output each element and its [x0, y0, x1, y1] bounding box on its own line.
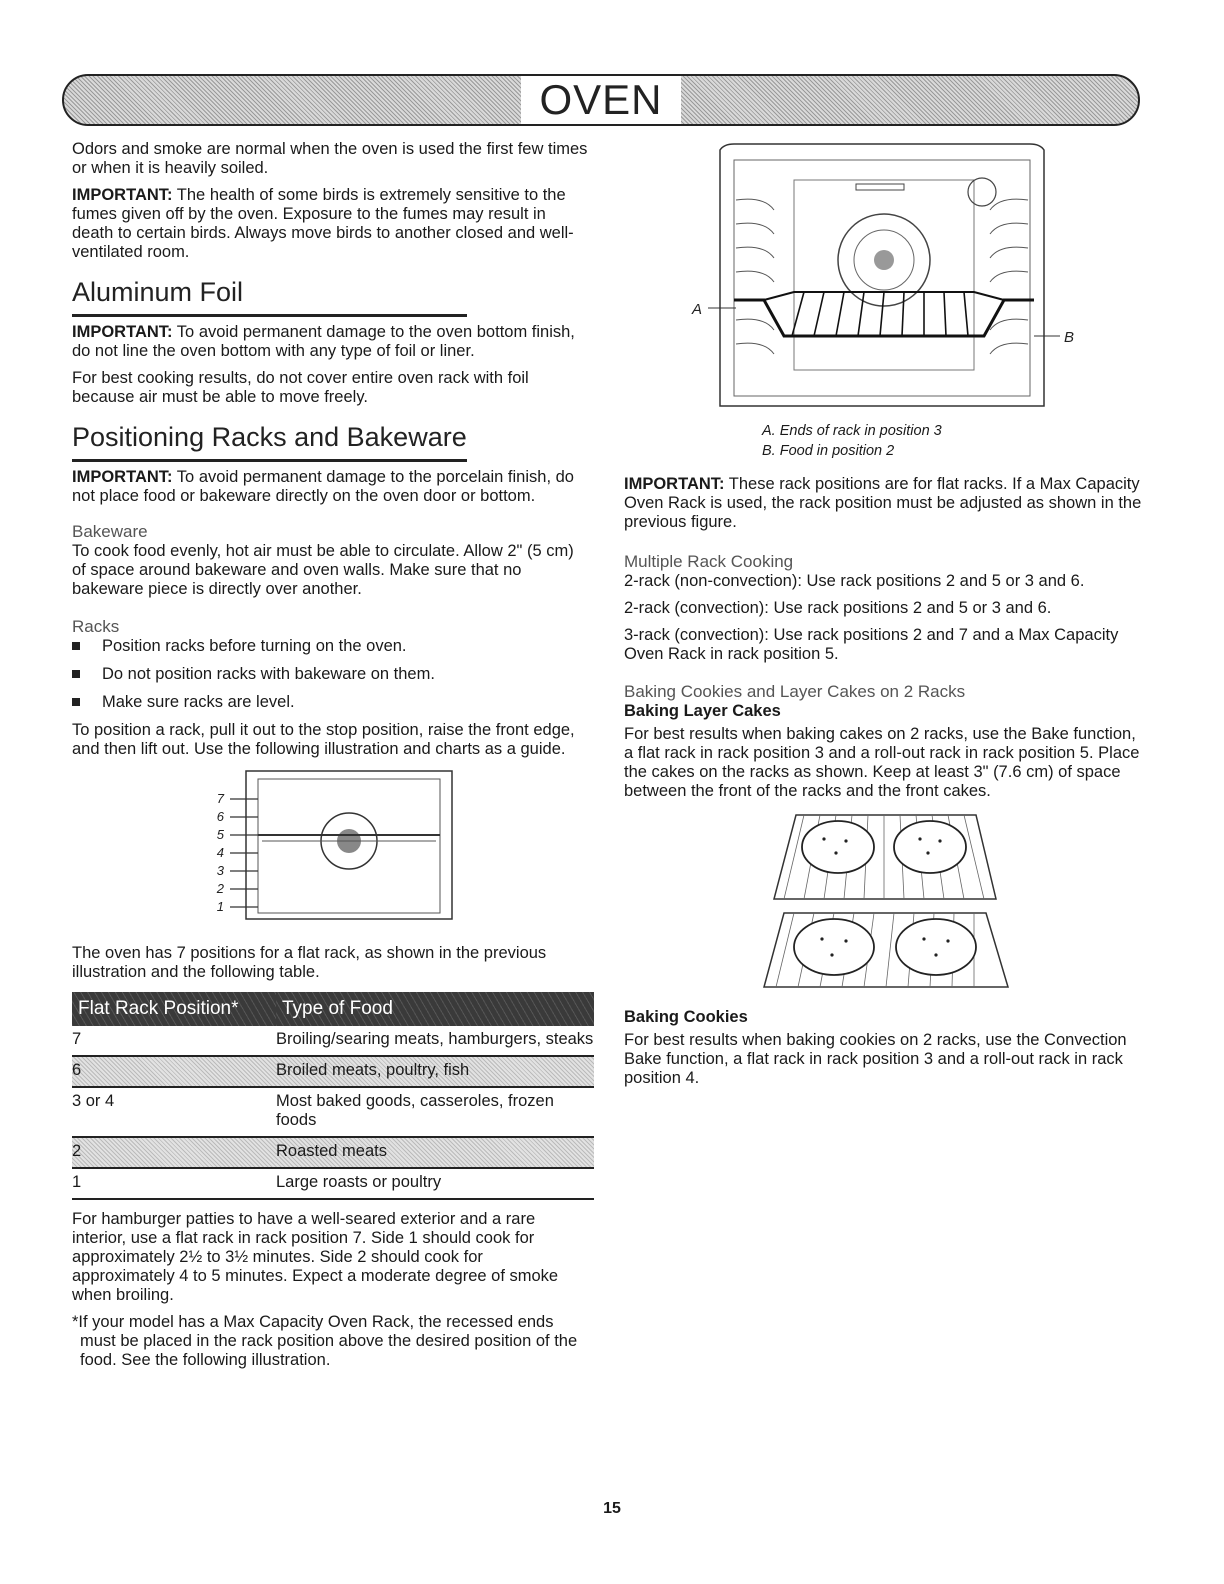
baking-cookies-paragraph: For best results when baking cookies on 2 racks, use the Convection Bake function, a flat rack in rack position 3 and a roll-out rack in rack position 4. — [624, 1031, 1127, 1087]
porcelain-warning — [72, 468, 588, 506]
table-cell-position: 6 — [72, 1056, 276, 1087]
cake-racks-illustration — [624, 809, 1144, 989]
important-label: IMPORTANT: — [624, 475, 725, 493]
racks-bullet-list — [72, 637, 588, 712]
flat-racks-warning-text: These rack positions are for flat racks. If a Max Capacity Oven Rack is used, the rack position must be adjusted as shown in the previous figure. — [624, 475, 1142, 531]
table-header-row — [72, 992, 594, 1026]
foil-warning — [72, 323, 588, 361]
rack-removal-paragraph: To position a rack, pull it out to the stop position, raise the front edge, and then lift out. Use the following illustration and charts as a guide. — [72, 721, 575, 758]
table-row — [72, 1168, 594, 1199]
list-item: Make sure racks are level. — [72, 693, 588, 712]
birds-warning-text: The health of some birds is extremely sensitive to the fumes given off by the oven. Exposure to the fumes may result in death to certain birds. Always move birds to another closed and well-ventilated room. — [72, 186, 574, 261]
table-row — [72, 1087, 594, 1137]
positioning-racks-heading: Positioning Racks and Bakeware — [72, 421, 467, 462]
table-row — [72, 1026, 594, 1056]
table-cell-food: Large roasts or poultry — [276, 1168, 594, 1199]
cookies-cakes-heading: Baking Cookies and Layer Cakes on 2 Racks — [624, 682, 966, 701]
bakeware-paragraph: To cook food evenly, hot air must be able to circulate. Allow 2" (5 cm) of space around bakeware and oven walls. Make sure that no bakeware piece is directly over another. — [72, 542, 574, 598]
layer-cakes-title: Baking Layer Cakes — [624, 702, 781, 720]
foil-warning-text: To avoid permanent damage to the oven bottom finish, do not line the oven bottom with any type of foil or liner. — [72, 323, 575, 360]
table-cell-food: Broiled meats, poultry, fish — [276, 1056, 594, 1087]
rack-position-table — [72, 992, 594, 1200]
hamburger-paragraph: For hamburger patties to have a well-seared exterior and a rare interior, use a flat rack in rack position 7. Side 1 should cook for approximately 2½ to 3½ minutes. Side 2 should cook for approximately 4 to 5 minutes. Expect a moderate degree of smoke when broiling. — [72, 1210, 559, 1304]
table-row — [72, 1056, 594, 1087]
rack-position-label: 5 — [216, 827, 224, 842]
list-item: Do not position racks with bakeware on them. — [72, 665, 588, 684]
important-label: IMPORTANT: — [72, 186, 173, 204]
table-header: Flat Rack Position* — [72, 992, 276, 1026]
section-banner — [62, 74, 1140, 126]
section-title: OVEN — [521, 76, 680, 124]
rack-position-label: 3 — [216, 863, 224, 878]
bakeware-heading: Bakeware — [72, 522, 148, 541]
cake-racks-figure — [624, 809, 1144, 994]
oven-rack-positions-illustration — [72, 769, 588, 929]
right-column — [624, 140, 1144, 1096]
list-item: Position racks before turning on the oven. — [72, 637, 588, 656]
rack-positions-figure — [72, 769, 588, 934]
racks-heading: Racks — [72, 617, 120, 636]
max-capacity-rack-illustration — [624, 140, 1144, 410]
foil-paragraph: For best cooking results, do not cover entire oven rack with foil because air must be able to move freely. — [72, 369, 529, 406]
important-label: IMPORTANT: — [72, 468, 173, 486]
flat-racks-warning — [624, 475, 1144, 532]
table-cell-position: 3 or 4 — [72, 1087, 276, 1137]
left-column — [72, 140, 594, 1378]
figure-caption — [624, 421, 1144, 461]
rack-position-label: 7 — [216, 791, 224, 806]
multi-rack-line: 3-rack (convection): Use rack positions 2 and 7 and a Max Capacity Oven Rack in rack position 5. — [624, 626, 1119, 663]
footnote: *If your model has a Max Capacity Oven Rack, the recessed ends must be placed in the rack position above the desired position of the food. See the following illustration. — [72, 1313, 578, 1369]
page-number: 15 — [603, 1500, 621, 1517]
positions-paragraph: The oven has 7 positions for a flat rack, as shown in the previous illustration and the following table. — [72, 944, 547, 981]
table-cell-food: Roasted meats — [276, 1137, 594, 1168]
layer-cakes-paragraph: For best results when baking cakes on 2 racks, use the Bake function, a flat rack in rack position 3 and a roll-out rack in rack position 5. Place the cakes on the racks as shown. Keep at least 3" (7.6 cm) of space between the front of the racks and the front cakes. — [624, 725, 1140, 800]
max-capacity-rack-figure — [624, 140, 1144, 415]
figure-label-b: B — [1064, 329, 1075, 346]
table-cell-position: 2 — [72, 1137, 276, 1168]
rack-position-label: 1 — [216, 899, 224, 914]
multiple-rack-heading: Multiple Rack Cooking — [624, 552, 794, 571]
birds-warning — [72, 186, 588, 262]
important-label: IMPORTANT: — [72, 323, 173, 341]
porcelain-warning-text: To avoid permanent damage to the porcelain finish, do not place food or bakeware directly on the oven door or bottom. — [72, 468, 574, 505]
aluminum-foil-heading: Aluminum Foil — [72, 276, 467, 317]
table-header: Type of Food — [276, 992, 594, 1026]
baking-cookies-title: Baking Cookies — [624, 1008, 748, 1026]
table-cell-food: Most baked goods, casseroles, frozen foods — [276, 1087, 594, 1137]
table-cell-position: 7 — [72, 1026, 276, 1056]
rack-position-label: 2 — [216, 881, 224, 896]
table-cell-food: Broiling/searing meats, hamburgers, steaks — [276, 1026, 594, 1056]
table-cell-position: 1 — [72, 1168, 276, 1199]
multi-rack-line: 2-rack (non-convection): Use rack positions 2 and 5 or 3 and 6. — [624, 572, 1085, 590]
table-row — [72, 1137, 594, 1168]
caption-line: B. Food in position 2 — [762, 443, 895, 459]
rack-position-label: 6 — [216, 809, 224, 824]
intro-paragraph: Odors and smoke are normal when the oven is used the first few times or when it is heavily soiled. — [72, 140, 588, 177]
figure-label-a: A — [692, 301, 703, 318]
multi-rack-line: 2-rack (convection): Use rack positions 2 and 5 or 3 and 6. — [624, 599, 1052, 617]
rack-position-label: 4 — [216, 845, 224, 860]
caption-line: A. Ends of rack in position 3 — [762, 423, 942, 439]
